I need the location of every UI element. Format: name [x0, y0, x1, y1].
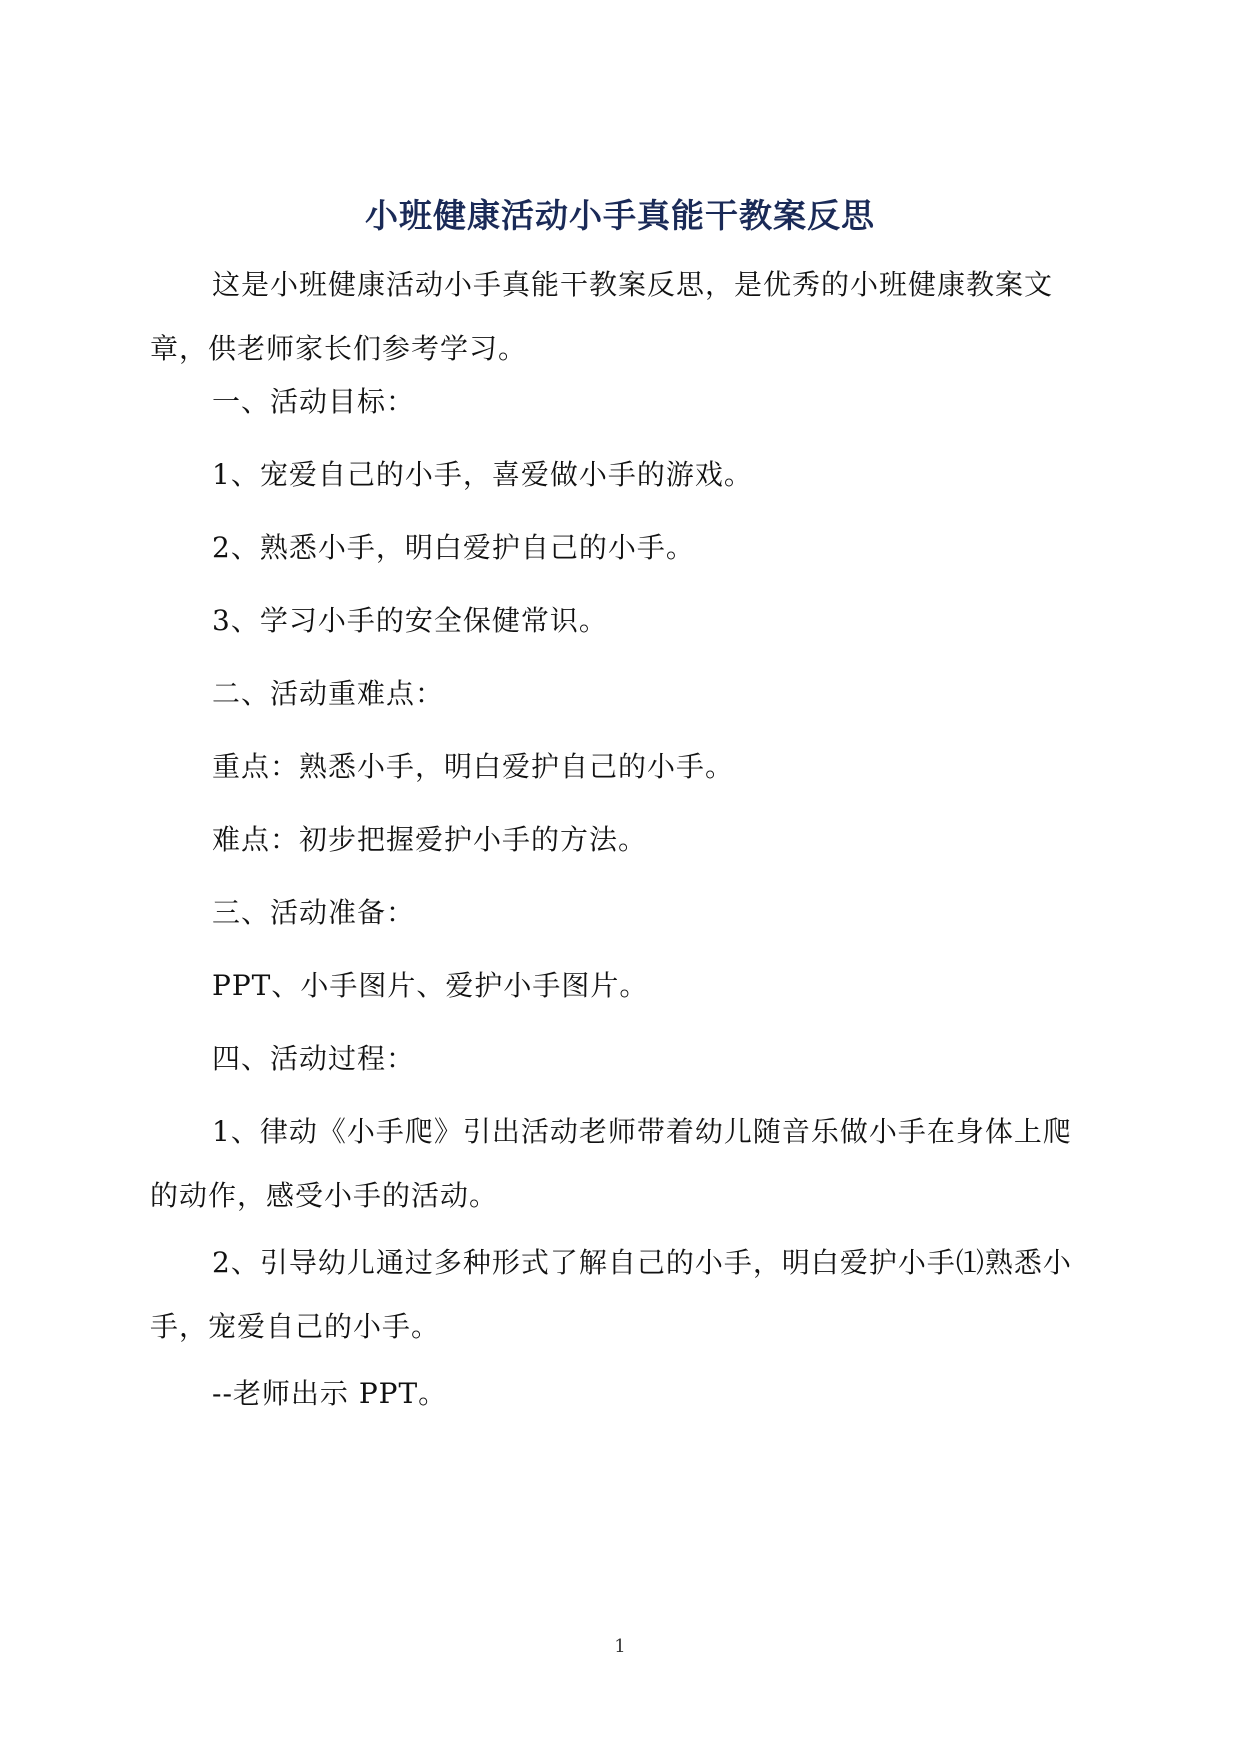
- section-heading-preparation: 三、活动准备：: [212, 896, 416, 929]
- intro-paragraph: 这是小班健康活动小手真能干教案反思，是优秀的小班健康教案文章，供老师家长们参考学习。: [150, 268, 1054, 365]
- section-heading-key-points: 二、活动重难点：: [212, 677, 445, 710]
- goal-item-1: 1、宠爱自己的小手，喜爱做小手的游戏。: [212, 458, 753, 491]
- goal-item-3: 3、学习小手的安全保健常识。: [212, 604, 608, 637]
- process-step-2: 2、引导幼儿通过多种形式了解自己的小手，明白爱护小手⑴熟悉小手，宠爱自己的小手。: [150, 1246, 1072, 1343]
- difficult-point: 难点：初步把握爱护小手的方法。: [212, 823, 648, 856]
- section-heading-goals: 一、活动目标：: [212, 385, 416, 418]
- page-number: 1: [614, 1636, 626, 1657]
- process-step-note: --老师出示 PPT。: [212, 1377, 448, 1410]
- section-heading-process: 四、活动过程：: [212, 1042, 416, 1075]
- goal-item-2: 2、熟悉小手，明白爱护自己的小手。: [212, 531, 695, 564]
- process-step-1: 1、律动《小手爬》引出活动老师带着幼儿随音乐做小手在身体上爬的动作，感受小手的活动。: [150, 1115, 1072, 1212]
- key-point: 重点：熟悉小手，明白爱护自己的小手。: [212, 750, 735, 783]
- document-title: 小班健康活动小手真能干教案反思: [365, 196, 875, 235]
- preparation-item: PPT、小手图片、爱护小手图片。: [212, 969, 649, 1002]
